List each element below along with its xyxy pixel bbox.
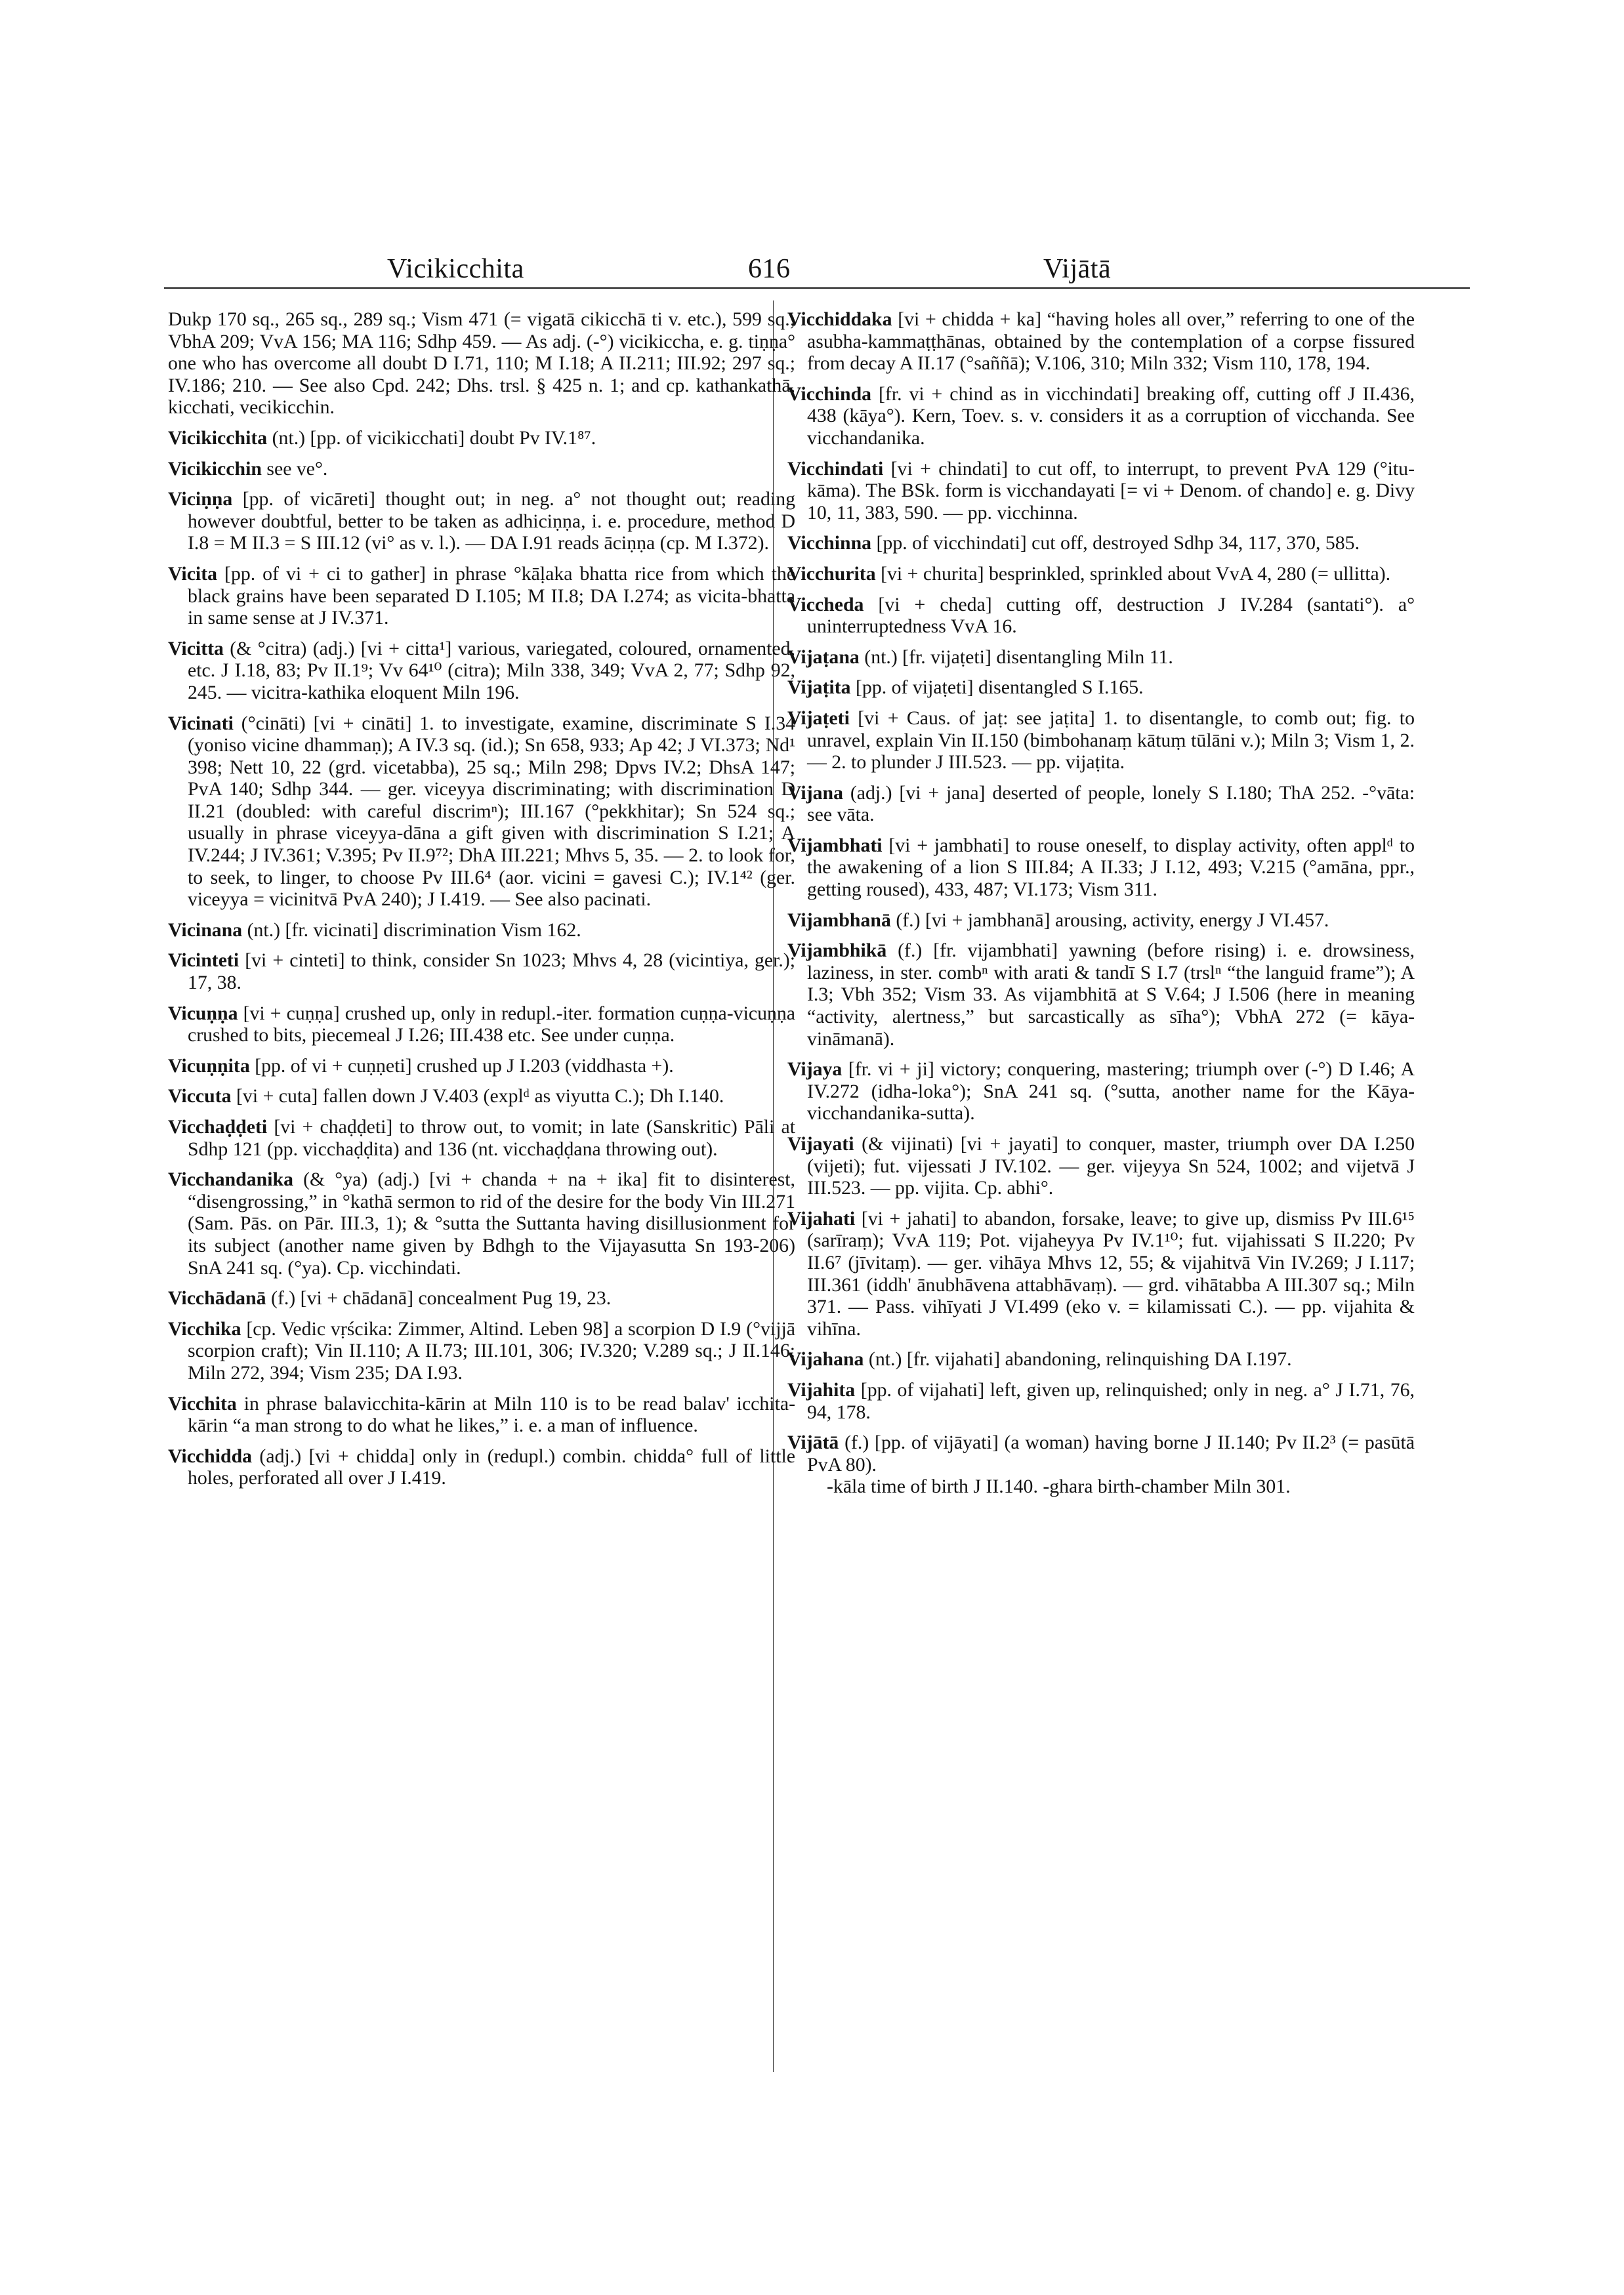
dictionary-entry — [787, 940, 1415, 1050]
entry-text: (f.) [vi + chādanā] concealment Pug 19, 23. — [271, 1287, 612, 1310]
dictionary-entry — [168, 1318, 795, 1384]
entry-text: (f.) [vi + jambhanā] arousing, activity, energy J VI.457. — [896, 909, 1329, 931]
entry-text: [vi + chidda + ka] “having holes all over,” referring to one of the asubha-kammaṭṭhānas, obtained by the contemplation of a corpse fissured from decay A II.17 (°saññā); V.106, 310; Miln 332; Vism 110, 178, 194. — [807, 308, 1415, 375]
entry-headword: Vicinana — [168, 919, 243, 941]
dictionary-entry — [168, 949, 795, 993]
entry-text: (f.) [pp. of vijāyati] (a woman) having borne J II.140; Pv II.2³ (= pasūtā PvA 80). — [807, 1432, 1415, 1476]
dictionary-entry — [168, 1003, 795, 1046]
dictionary-entry — [168, 563, 795, 629]
entry-text: [vi + Caus. of jaṭ: see jaṭita] 1. to disentangle, to comb out; fig. to unravel, explain Vin II.150 (bimbohanaṃ kātuṃ tūlāni v.); Miln 3; Vism 1, 2. — 2. to plunder J III.523. — pp. vijaṭita. — [807, 707, 1415, 774]
entry-headword: Vicchandanika — [168, 1168, 293, 1191]
entry-headword: Vijātā — [787, 1432, 839, 1454]
entry-text: (& °ya) (adj.) [vi + chanda + na + ika] fit to disinterest, “disengrossing,” in °kathā sermon to rid of the desire for the body Vin III.271 (Sam. Pās. on Pār. III.3, 1); & °sutta the Suttanta having disillusionment for its subject (another name given by Bdhgh to the Vijayasutta Sn 193-206) SnA 241 sq. (°ya). Cp. vicchindati. — [188, 1168, 795, 1279]
entry-text: (& °citra) (adj.) [vi + citta¹] various, variegated, coloured, ornamented, etc. J I.18, 83; Pv II.1⁹; Vv 64¹⁰ (citra); Miln 338, 349; VvA 2, 77; Sdhp 92, 245. — vicitra-kathika eloquent Miln 196. — [188, 637, 795, 703]
entry-headword: Vijana — [787, 781, 843, 804]
entry-headword: Vicinteti — [168, 949, 239, 972]
entry-text: [pp. of vicāreti] thought out; in neg. a° not thought out; reading however doubtful, better to be taken as adhiciṇṇa, i. e. procedure, method D I.8 = M II.3 = S III.12 (vi° as v. l.). — DA I.91 reads āciṇṇa (cp. M I.372). — [188, 488, 795, 554]
entry-text: (°cināti) [vi + cināti] 1. to investigate, examine, discriminate S I.34 (yoniso vicine dhammaṇ); A IV.3 sq. (id.); Sn 658, 933; Ap 42; J VI.373; Nd¹ 398; Nett 10, 22 (grd. vicetabba), 25 sq.; Miln 298; Dpvs IV.2; DhsA 147; PvA 140; Sdhp 344. — ger. viceyya discriminating; with discrimination D II.21 (doubled: with careful discrimⁿ); III.167 (°pekkhitar); Sn 524 sq.; usually in phrase viceyya-dāna a gift given with discrimination S I.21; A IV.244; J IV.361; V.395; Pv II.9⁷²; DhA III.221; Mhvs 5, 35. — 2. to look for, to seek, to linger, to choose Pv III.6⁴ (aor. vicini = gavesi C.); IV.1⁴² (ger. viceyya = vicinitvā PvA 240); J I.419. — See also pacinati. — [188, 712, 796, 911]
entry-headword: Vijambhikā — [787, 940, 887, 962]
dictionary-entry — [787, 563, 1415, 585]
dictionary-entry — [787, 676, 1415, 699]
entry-headword: Vijaya — [787, 1058, 843, 1081]
entry-text: [pp. of vi + cuṇṇeti] crushed up J I.203 (viddhasta +). — [255, 1054, 674, 1077]
entry-headword: Vicchidda — [168, 1445, 253, 1467]
entry-headword: Vijahati — [787, 1207, 856, 1230]
entry-text: [vi + cuṇṇa] crushed up, only in redupl.-iter. formation cuṇṇa-vicuṇṇa crushed to bits, piecemeal J I.26; III.438 etc. See under cuṇṇa. — [188, 1002, 795, 1046]
entry-text: Dukp 170 sq., 265 sq., 289 sq.; Vism 471 (= vigatā cikicchā ti v. etc.), 599 sq.; VbhA 209; VvA 156; MA 116; Sdhp 459. — As adj. (-°) vicikiccha, e. g. tiṇṇa° one who has overcome all doubt D I.71, 110; M I.18; A II.211; III.92; 297 sq.; IV.186; 210. — See also Cpd. 242; Dhs. trsl. § 425 n. 1; and cp. kathankathā, kicchati, vecikicchin. — [168, 308, 795, 419]
entry-headword: Vicchinda — [787, 382, 872, 405]
entry-text: [vi + cheda] cutting off, destruction J IV.284 (santati°). a° uninterruptedness VvA 16. — [807, 593, 1415, 638]
entry-text: [vi + jambhati] to rouse oneself, to display activity, often applᵈ to the awakening of a lion S III.84; A II.33; J I.12, 493; V.215 (°amāna, ppr., getting roused), 433, 487; VI.173; Vism 311. — [807, 834, 1415, 901]
entry-text: [pp. of vijaṭeti] disentangled S I.165. — [856, 676, 1144, 699]
dictionary-entry — [168, 919, 795, 941]
running-head-right: Vijātā — [1043, 254, 1112, 284]
entry-text: [pp. of vicchindati] cut off, destroyed Sdhp 34, 117, 370, 585. — [876, 532, 1360, 554]
entry-headword: Vijaṭita — [787, 676, 851, 699]
entry-headword: Vicuṇṇita — [168, 1054, 250, 1077]
dictionary-entry — [787, 1432, 1415, 1498]
dictionary-entry — [787, 782, 1415, 826]
entry-text: (adj.) [vi + chidda] only in (redupl.) combin. chidda° full of little holes, perforated all over J I.419. — [188, 1445, 795, 1489]
entry-text: [vi + chaḍḍeti] to throw out, to vomit; in late (Sanskritic) Pāli at Sdhp 121 (pp. vicchaḍḍita) and 136 (nt. vicchaḍḍana throwing out). — [188, 1116, 795, 1160]
entry-text: [pp. of vi + ci to gather] in phrase °kāḷaka bhatta rice from which the black grains have been separated D I.105; M II.8; DA I.274; as vicita-bhatta in same sense at J IV.371. — [188, 562, 795, 629]
dictionary-entry — [787, 707, 1415, 774]
header-rule — [164, 287, 1470, 289]
entry-headword: Vicitta — [168, 637, 224, 659]
left-column — [168, 308, 795, 1498]
dictionary-entry — [787, 383, 1415, 449]
dictionary-entry — [168, 713, 795, 911]
entry-text: [pp. of vijahati] left, given up, relinquished; only in neg. a° J I.71, 76, 94, 178. — [807, 1378, 1415, 1423]
dictionary-entry — [168, 1055, 795, 1077]
dictionary-entry — [168, 1393, 795, 1437]
entry-headword: Vicchita — [168, 1392, 237, 1415]
entry-text: (adj.) [vi + jana] deserted of people, lonely S I.180; ThA 252. -°vāta: see vāta. — [807, 781, 1415, 826]
dictionary-entry — [787, 1058, 1415, 1125]
entry-headword: Vijaṭeti — [787, 707, 850, 729]
entry-text: (nt.) [fr. vicinati] discrimination Vism 162. — [247, 919, 581, 941]
entry-headword: Vicchika — [168, 1317, 241, 1340]
right-column — [787, 308, 1415, 1506]
dictionary-entry — [787, 1348, 1415, 1371]
running-head-left: Vicikicchita — [387, 254, 524, 284]
entry-text: [fr. vi + ji] victory; conquering, mastering; triumph over (-°) D I.46; A IV.272 (idha-loka°); SnA 241 sq. (°sutta, another name for the Kāya-vicchandanika-sutta). — [807, 1058, 1415, 1125]
entry-headword: Vijambhati — [787, 834, 883, 856]
entry-headword: Vicchinna — [787, 532, 872, 554]
dictionary-entry — [787, 594, 1415, 638]
entry-headword: Vijambhanā — [787, 909, 891, 931]
dictionary-entry — [168, 308, 795, 419]
entry-text: [cp. Vedic vṛścika: Zimmer, Altind. Leben 98] a scorpion D I.9 (°vijjā scorpion craft); Vin II.110; A II.73; III.101, 306; IV.320; V.289 sq.; J II.146; Miln 272, 394; Vism 235; DA I.93. — [188, 1317, 795, 1384]
entry-headword: Vicinati — [168, 712, 234, 734]
entry-text: [vi + cinteti] to think, consider Sn 1023; Mhvs 4, 28 (vicintiya, ger.); 17, 38. — [188, 949, 796, 994]
entry-headword: Vicikicchin — [168, 457, 262, 480]
page-number: 616 — [748, 254, 791, 284]
entry-text: [fr. vi + chind as in vicchindati] breaking off, cutting off J II.436, 438 (kāya°). Kern, Toev. s. v. considers it as a corruption of vicchanda. See vicchandanika. — [807, 382, 1415, 449]
entry-text: [vi + chindati] to cut off, to interrupt, to prevent PvA 129 (°itu-kāma). The BSk. form is vicchandayati [= vi + Denom. of chando] e. g. Divy 10, 11, 383, 590. — pp. vicchinna. — [807, 457, 1415, 524]
dictionary-entry — [168, 638, 795, 704]
entry-text: (nt.) [fr. vijahati] abandoning, relinquishing DA I.197. — [868, 1348, 1292, 1371]
dictionary-entry — [168, 427, 795, 449]
entry-headword: Vijahana — [787, 1348, 864, 1371]
dictionary-entry — [168, 1287, 795, 1310]
entry-text: (& vijinati) [vi + jayati] to conquer, master, triumph over DA I.250 (vijeti); fut. vijessati J IV.102. — ger. vijeyya Sn 524, 1002; and vijetvā J III.523. — pp. vijita. Cp. abhi°. — [807, 1133, 1415, 1199]
dictionary-entry — [787, 1208, 1415, 1340]
entry-headword: Vicchādanā — [168, 1287, 266, 1310]
dictionary-entry — [787, 308, 1415, 375]
dictionary-entry — [787, 646, 1415, 669]
entry-headword: Vicikicchita — [168, 426, 268, 449]
entry-headword: Vijaṭana — [787, 646, 860, 668]
entry-headword: Vicuṇṇa — [168, 1002, 238, 1024]
entry-text: in phrase balavicchita-kārin at Miln 110 is to be read balav' icchita-kārin “a man strong to do what he likes,” i. e. a man of influence. — [188, 1392, 795, 1437]
dictionary-entry — [787, 458, 1415, 524]
entry-text: see ve°. — [266, 457, 328, 480]
entry-headword: Vicchurita — [787, 562, 876, 585]
dictionary-entry — [787, 835, 1415, 901]
entry-headword: Vijahita — [787, 1378, 856, 1401]
dictionary-entry — [168, 1085, 795, 1107]
entry-headword: Vicchindati — [787, 457, 884, 480]
entry-headword: Viccheda — [787, 593, 864, 615]
entry-headword: Viccuta — [168, 1085, 232, 1107]
entry-text: [vi + cuta] fallen down J V.403 (explᵈ as viyutta C.); Dh I.140. — [236, 1085, 724, 1107]
dictionary-entry — [168, 458, 795, 480]
entry-headword: Vicita — [168, 562, 218, 585]
entry-text: [vi + churita] besprinkled, sprinkled about VvA 4, 280 (= ullitta). — [881, 562, 1391, 585]
dictionary-entry — [787, 1133, 1415, 1199]
dictionary-entry — [168, 1445, 795, 1489]
dictionary-entry — [168, 1116, 795, 1160]
entry-text: (f.) [fr. vijambhati] yawning (before rising) i. e. drowsiness, laziness, in ster. combⁿ with arati & tandī S I.7 (trslⁿ “the languid frame”); A I.3; Vbh 352; Vism 33. As vijambhitā at S V.64; J I.506 (here in meaning “activity, alertness,” but sarcastically as sīha°); VbhA 272 (= kāya-vināmanā). — [807, 940, 1415, 1050]
entry-headword: Viciṇṇa — [168, 488, 233, 510]
dictionary-entry — [168, 488, 795, 554]
entry-subentry: -kāla time of birth J II.140. -ghara birth-chamber Miln 301. — [827, 1476, 1291, 1498]
entry-headword: Vicchiddaka — [787, 308, 892, 330]
entry-text: (nt.) [fr. vijaṭeti] disentangling Miln 11. — [864, 646, 1173, 668]
entry-headword: Vijayati — [787, 1133, 854, 1155]
entry-headword: Vicchaḍḍeti — [168, 1116, 268, 1138]
dictionary-entry — [787, 532, 1415, 554]
entry-text: (nt.) [pp. of vicikicchati] doubt Pv IV.1⁸⁷. — [272, 426, 596, 449]
dictionary-entry — [787, 909, 1415, 932]
entry-text: [vi + jahati] to abandon, forsake, leave; to give up, dismiss Pv III.6¹⁵ (sarīraṃ); VvA 119; Pot. vijaheyya Pv IV.1¹⁰; fut. vijahissati S II.220; Pv II.6⁷ (jīvitaṃ). — ger. vihāya Mhvs 12, 55; & vijahitvā Vin IV.269; J I.117; III.361 (iddh' ānubhāvena attabhāvaṃ). — grd. vihātabba A III.307 sq.; Miln 371. — Pass. vihīyati J VI.499 (eko v. = kilamissati C.). — pp. vijahita & vihīna. — [807, 1207, 1415, 1340]
dictionary-entry — [168, 1168, 795, 1279]
dictionary-entry — [787, 1379, 1415, 1423]
